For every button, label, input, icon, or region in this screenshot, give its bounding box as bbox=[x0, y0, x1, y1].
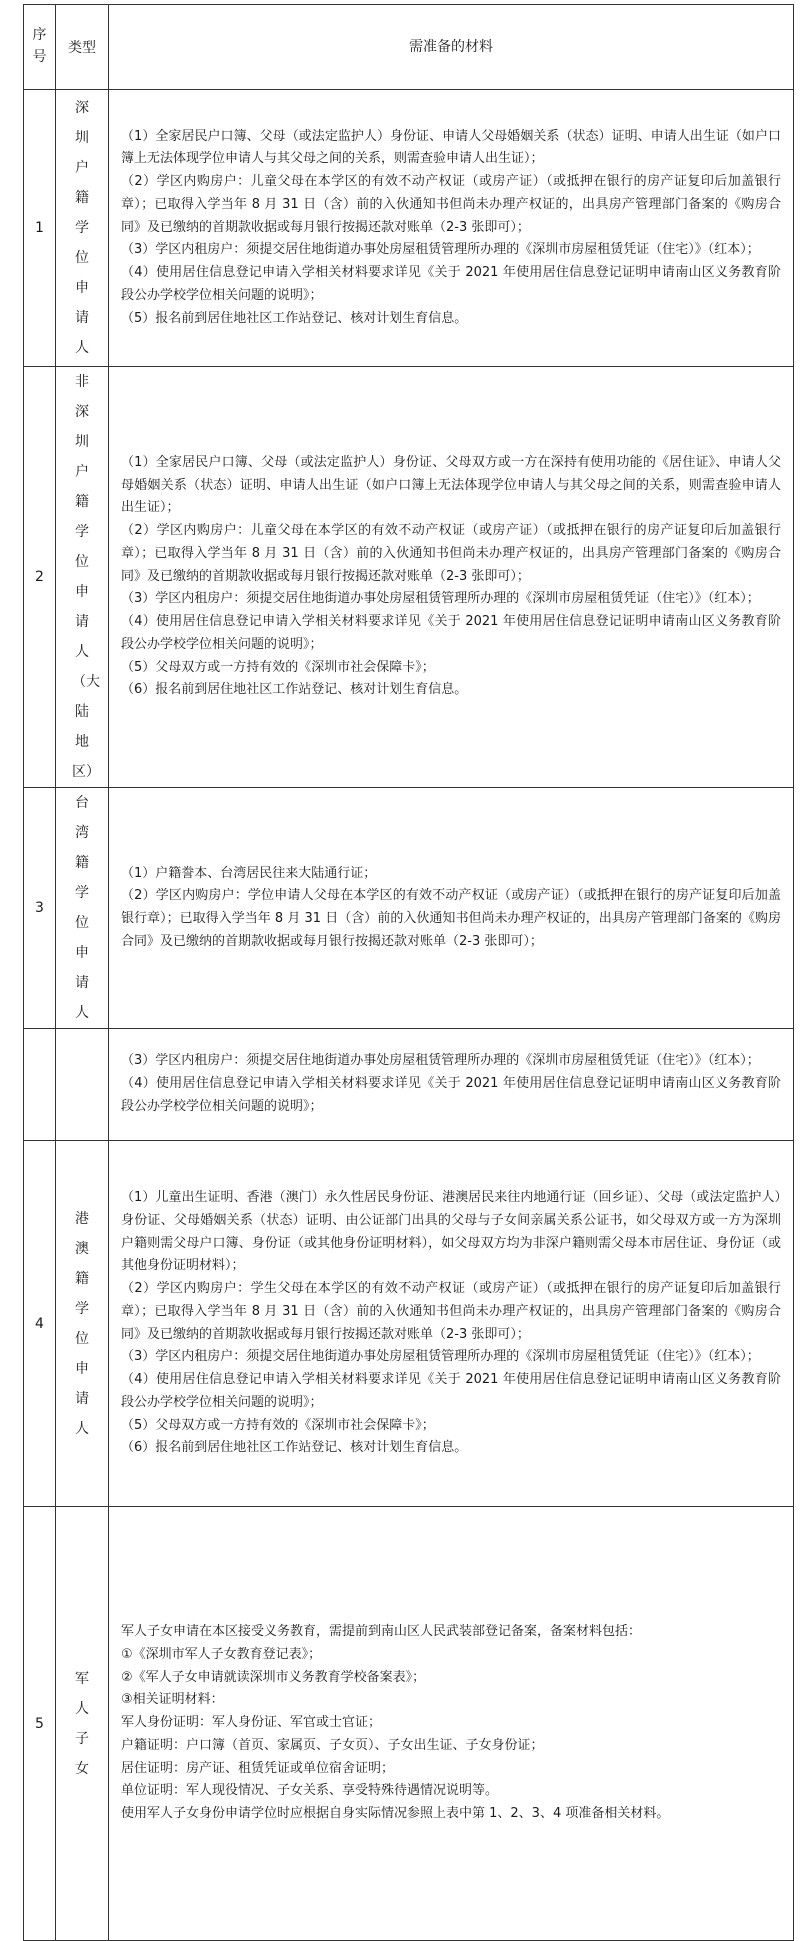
table-row bbox=[24, 788, 794, 1029]
table-row bbox=[24, 1141, 794, 1507]
material-item: 户籍证明：户口簿（首页、家属页、子女页）、子女出生证、子女身份证； bbox=[121, 1737, 544, 1753]
table-row bbox=[24, 367, 794, 788]
row-serial-number: 5 bbox=[24, 1507, 56, 1941]
row-type-label: 军人子女 bbox=[75, 1670, 89, 1777]
row-materials-cell bbox=[109, 90, 794, 367]
material-item: （3）学区内租房户：须提交居住地街道办事处房屋租赁管理所办理的《深圳市房屋租赁凭证（住宅）》（红本）； bbox=[121, 1349, 760, 1365]
row-type-cell bbox=[56, 1141, 109, 1507]
row-serial-number bbox=[24, 1029, 56, 1141]
table-row bbox=[24, 90, 794, 367]
row-type-label: 台湾籍学位申请人 bbox=[75, 795, 89, 1021]
row-serial-number: 3 bbox=[24, 788, 56, 1029]
row-serial-number: 2 bbox=[24, 367, 56, 788]
material-item: （5）父母双方或一方持有效的《深圳市社会保障卡》； bbox=[121, 1417, 435, 1433]
row-serial-number: 4 bbox=[24, 1141, 56, 1507]
material-item: 使用军人子女身份申请学位时应根据自身实际情况参照上表中第 1、2、3、4 项准备相关材料。 bbox=[121, 1806, 670, 1822]
material-item: （2）学区内购房户：儿童父母在本学区的有效不动产权证（或房产证）（或抵押在银行的房产证复印后加盖银行章）；已取得入学当年 8 月 31 日（含）前的入伙通知书但尚未办理产权证的，出具房产管理部门备案的《购房合同》及已缴纳的首期款收据或每月银行按揭还款对账单（2-3 张即可）； bbox=[121, 523, 781, 584]
row-type-cell bbox=[56, 788, 109, 1029]
row-materials-cell bbox=[109, 788, 794, 1029]
material-item: 军人身份证明：军人身份证、军官或士官证； bbox=[121, 1715, 382, 1731]
row-materials-cell bbox=[109, 367, 794, 788]
material-item: （6）报名前到居住地社区工作站登记、核对计划生育信息。 bbox=[121, 682, 468, 698]
row-type-cell bbox=[56, 90, 109, 367]
material-item: ①《深圳市军人子女教育登记表》； bbox=[121, 1646, 322, 1662]
material-item: （2）学区内购房户：儿童父母在本学区的有效不动产权证（或房产证）（或抵押在银行的房产证复印后加盖银行章）；已取得入学当年 8 月 31 日（含）前的入伙通知书但尚未办理产权证的，出具房产管理部门备案的《购房合同》及已缴纳的首期款收据或每月银行按揭还款对账单（2-3 张即可）； bbox=[121, 174, 781, 235]
table-row bbox=[24, 1029, 794, 1141]
header-serial-number bbox=[24, 5, 56, 90]
row-materials-cell bbox=[109, 1141, 794, 1507]
material-item: （4）使用居住信息登记申请入学相关材料要求详见《关于 2021 年使用居住信息登记证明申请南山区义务教育阶段公办学校学位相关问题的说明》； bbox=[121, 265, 781, 303]
table-body bbox=[24, 90, 794, 1941]
table-row bbox=[24, 1507, 794, 1941]
row-type-label: 港澳籍学位申请人 bbox=[75, 1210, 89, 1437]
material-item: （3）学区内租房户：须提交居住地街道办事处房屋租赁管理所办理的《深圳市房屋租赁凭证（住宅）》（红本）； bbox=[121, 591, 760, 607]
material-item: （4）使用居住信息登记申请入学相关材料要求详见《关于 2021 年使用居住信息登记证明申请南山区义务教育阶段公办学校学位相关问题的说明》； bbox=[121, 1372, 781, 1410]
row-type-cell bbox=[56, 1029, 109, 1141]
table-header-row bbox=[24, 5, 794, 90]
material-item: （5）父母双方或一方持有效的《深圳市社会保障卡》； bbox=[121, 659, 435, 675]
row-type-label: 深圳户籍学位申请人 bbox=[75, 100, 89, 356]
material-item: （1）全家居民户口簿、父母（或法定监护人）身份证、申请人父母婚姻关系（状态）证明、申请人出生证（如户口簿上无法体现学位申请人与其父母之间的关系，则需查验申请人出生证）； bbox=[121, 128, 781, 167]
material-item: （4）使用居住信息登记申请入学相关材料要求详见《关于 2021 年使用居住信息登记证明申请南山区义务教育阶段公办学校学位相关问题的说明》； bbox=[121, 1076, 781, 1114]
material-item: （3）学区内租房户：须提交居住地街道办事处房屋租赁管理所办理的《深圳市房屋租赁凭证（住宅）》（红本）； bbox=[121, 242, 760, 258]
material-item: （6）报名前到居住地社区工作站登记、核对计划生育信息。 bbox=[121, 1440, 468, 1456]
row-materials-cell bbox=[109, 1029, 794, 1141]
material-item: （1）儿童出生证明、香港（澳门）永久性居民身份证、港澳居民来往内地通行证（回乡证）、父母（或法定监护人）身份证、父母婚姻关系（状态）证明、由公证部门出具的父母与子女间亲属关系公证书，如父母双方或一方为深圳户籍则需父母户口簿、身份证（或其他身份证明材料），如父母双方均为非深户籍则需父母本市居住证、身份证（或其他身份证明材料）； bbox=[121, 1190, 781, 1274]
row-type-label: 非深圳户籍学位申请人（大陆地区） bbox=[72, 374, 100, 780]
material-item: （2）学区内购房户：学位申请人父母在本学区的有效不动产权证（或房产证）（或抵押在银行的房产证复印后加盖银行章）；已取得入学当年 8 月 31 日（含）前的入伙通知书但尚未办理产权证的，出具房产管理部门备案的《购房合同》及已缴纳的首期款收据或每月银行按揭还款对账单（2-3 张即可）； bbox=[121, 888, 781, 949]
material-item: （3）学区内租房户：须提交居住地街道办事处房屋租赁管理所办理的《深圳市房屋租赁凭证（住宅）》（红本）； bbox=[121, 1053, 760, 1069]
row-materials-cell bbox=[109, 1507, 794, 1941]
header-type: 类型 bbox=[56, 5, 109, 90]
material-item: （4）使用居住信息登记申请入学相关材料要求详见《关于 2021 年使用居住信息登记证明申请南山区义务教育阶段公办学校学位相关问题的说明》； bbox=[121, 614, 781, 652]
materials-table bbox=[23, 4, 794, 1941]
material-item: 居住证明：房产证、租赁凭证或单位宿舍证明； bbox=[121, 1760, 395, 1776]
row-type-cell bbox=[56, 1507, 109, 1941]
material-item: ②《军人子女申请就读深圳市义务教育学校备案表》； bbox=[121, 1669, 426, 1685]
material-item: 单位证明：军人现役情况、子女关系、享受特殊待遇情况说明等。 bbox=[121, 1783, 499, 1799]
material-item: （1）全家居民户口簿、父母（或法定监护人）身份证、父母双方或一方在深持有使用功能的《居住证》、申请人父母婚姻关系（状态）证明、申请人出生证（如户口簿上无法体现学位申请人与其父母之间的关系，则需查验申请人出生证）； bbox=[121, 454, 781, 516]
row-type-cell bbox=[56, 367, 109, 788]
material-item: ③相关证明材料： bbox=[121, 1692, 224, 1708]
header-materials: 需准备的材料 bbox=[109, 5, 794, 90]
material-item: （1）户籍誊本、台湾居民往来大陆通行证； bbox=[121, 865, 377, 881]
material-item: 军人子女申请在本区接受义务教育，需提前到南山区人民武装部登记备案，备案材料包括： bbox=[121, 1624, 642, 1640]
row-serial-number: 1 bbox=[24, 90, 56, 367]
material-item: （5）报名前到居住地社区工作站登记、核对计划生育信息。 bbox=[121, 310, 468, 326]
material-item: （2）学区内购房户：学生父母在本学区的有效不动产权证（或房产证）（或抵押在银行的房产证复印后加盖银行章）；已取得入学当年 8 月 31 日（含）前的入伙通知书但尚未办理产权证的，出具房产管理部门备案的《购房合同》及已缴纳的首期款收据或每月银行按揭还款对账单（2-3 张即可）； bbox=[121, 1281, 781, 1342]
header-serial-number-text: 序 号 bbox=[32, 27, 47, 65]
